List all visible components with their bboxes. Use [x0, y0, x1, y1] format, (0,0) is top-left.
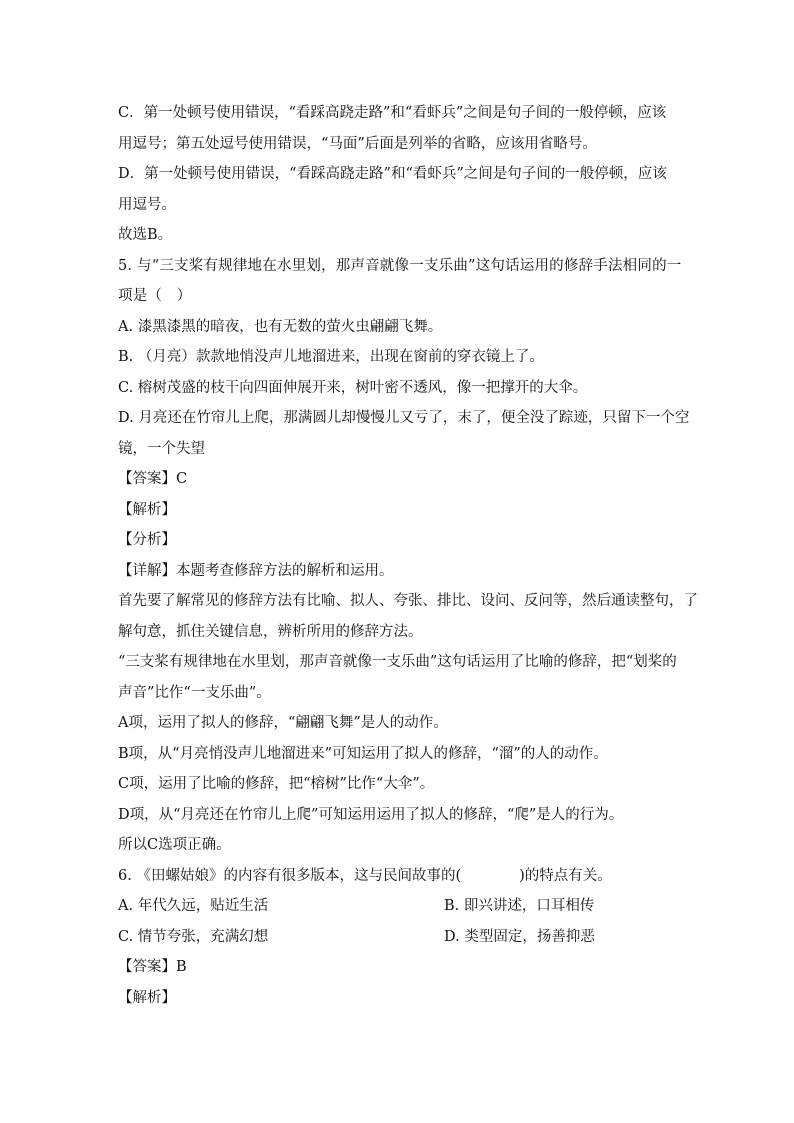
q5-stem-line1: 5. 与“三支桨有规律地在水里划，那声音就像一支乐曲”这句话运用的修辞手法相同的一 [118, 257, 682, 274]
text-line: 用逗号；第五处逗号使用错误，“马面”后面是列举的省略，应该用省略号。 [118, 135, 597, 152]
q5-jiexi-heading: 【解析】 [118, 501, 176, 518]
q5-stem-line2: 项是（ ） [118, 288, 192, 304]
q6-answer: 【答案】B [118, 959, 187, 975]
q5-analysis-a: A项，运用了拟人的修辞，“翩翩飞舞”是人的动作。 [118, 715, 448, 731]
q5-analysis-d: D项，从“月亮还在竹帘儿上爬”可知运用运用了拟人的修辞，“爬”是人的行为。 [118, 806, 624, 823]
q5-answer: 【答案】C [118, 471, 188, 487]
q5-paragraph-line: 解句意，抓住关键信息，辨析所用的修辞方法。 [118, 623, 423, 640]
q5-option-b: B. （月亮）款款地悄没声儿地溜进来，出现在窗前的穿衣镜上了。 [118, 349, 544, 365]
q6-option-c: C. 情节夸张，充满幻想 [118, 928, 269, 945]
q5-fenxi-heading: 【分析】 [118, 532, 176, 548]
q5-option-c: C. 榕树茂盛的枝干向四面伸展开来，树叶密不透风，像一把撑开的大伞。 [118, 379, 588, 396]
q5-analysis-c: C项，运用了比喻的修辞，把“榕树”比作“大伞”。 [118, 776, 435, 792]
q6-options-row-1 [118, 891, 678, 922]
q5-option-d-line1: D. 月亮还在竹帘儿上爬，那满圆儿却慢慢儿又亏了，末了，便全没了踪迹，只留下一个空 [118, 410, 690, 426]
q6-option-a: A. 年代久远，贴近生活 [118, 898, 269, 914]
q5-option-d-line2: 镜，一个失望 [118, 440, 205, 457]
text-line: 故选B。 [118, 227, 173, 243]
q5-conclusion: 所以C选项正确。 [118, 837, 231, 853]
q5-detail: 【详解】本题考查修辞方法的解析和运用。 [118, 562, 394, 579]
text-line: C．第一处顿号使用错误，“看踩高跷走路”和“看虾兵”之间是句子间的一般停顿，应该 [118, 105, 667, 121]
q6-option-d: D. 类型固定，扬善抑恶 [444, 928, 595, 945]
q5-analysis-b: B项，从“月亮悄没声儿地溜进来”可知运用了拟人的修辞，“溜”的人的动作。 [118, 745, 608, 762]
q6-option-b: B. 即兴讲述，口耳相传 [444, 898, 595, 914]
q6-jiexi-heading: 【解析】 [118, 989, 176, 1006]
q5-paragraph-line: 声音”比作“一支乐曲”。 [118, 684, 271, 701]
document-page [118, 98, 698, 1013]
text-line: 用逗号。 [118, 196, 176, 213]
q5-paragraph-line: 首先要了解常见的修辞方法有比喻、拟人、夸张、排比、设问、反问等，然后通读整句，了 [118, 593, 698, 609]
q5-option-a: A. 漆黑漆黑的暗夜，也有无数的萤火虫翩翩飞舞。 [118, 318, 443, 335]
text-line: D．第一处顿号使用错误，“看踩高跷走路”和“看虾兵”之间是句子间的一般停顿，应该 [118, 166, 667, 182]
q6-options-row-2 [118, 922, 678, 953]
q6-stem: 6. 《田螺姑娘》的内容有很多版本，这与民间故事的( )的特点有关。 [118, 867, 612, 884]
q5-paragraph-line: “三支桨有规律地在水里划，那声音就像一支乐曲”这句话运用了比喻的修辞，把“划桨的 [118, 654, 677, 670]
